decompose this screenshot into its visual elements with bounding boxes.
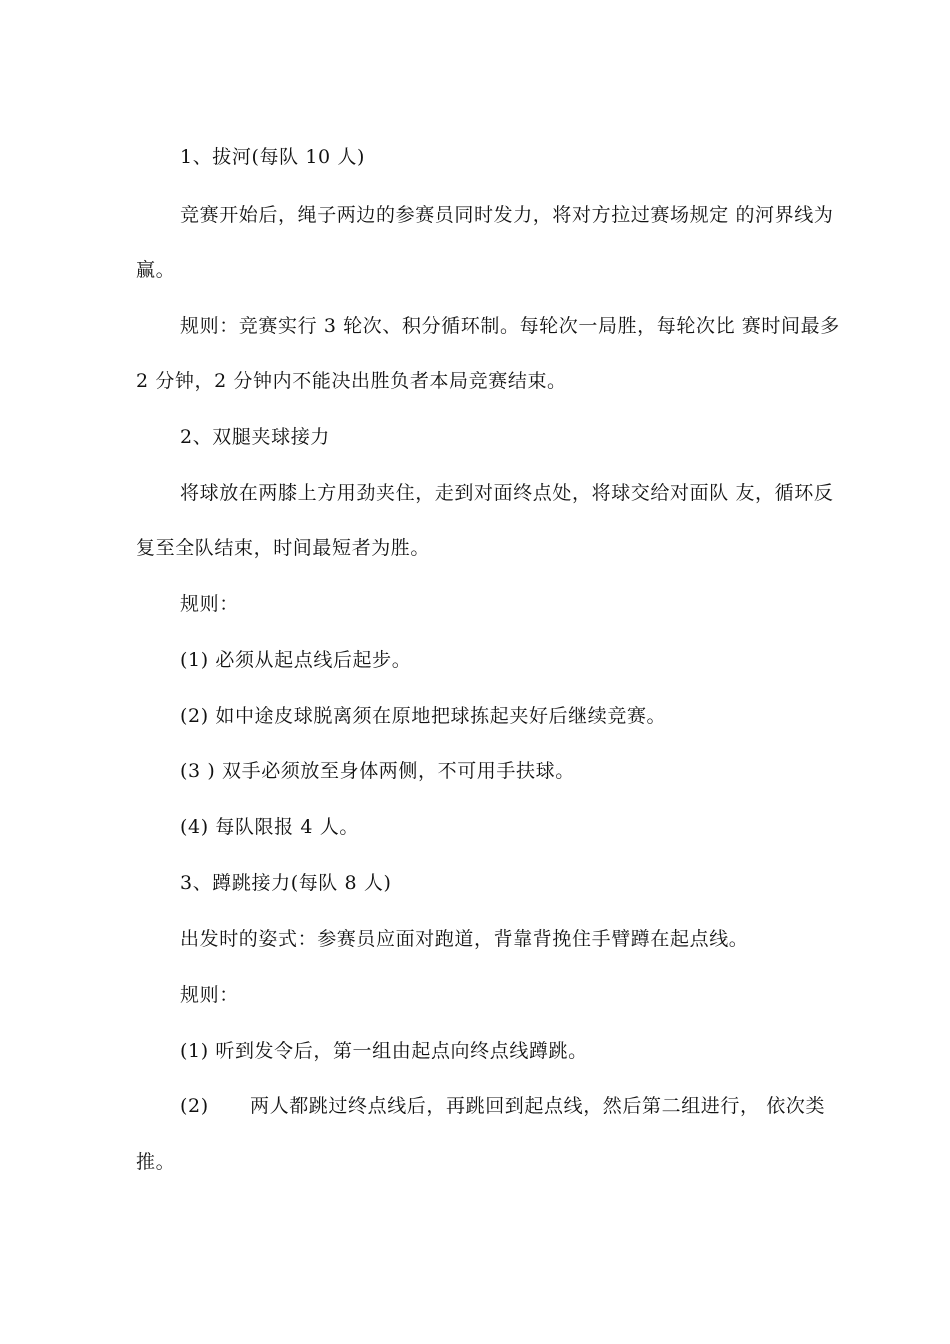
section-2-rule-3: (3 ) 双手必须放至身体两侧，不可用手扶球。: [180, 760, 575, 782]
section-3-rule-2-line-2: 推。: [136, 1151, 176, 1173]
section-1-paragraph-line-2: 赢。: [136, 259, 176, 281]
section-2-paragraph-line-1: 将球放在两膝上方用劲夹住，走到对面终点处，将球交给对面队 友，循环反: [180, 482, 834, 504]
section-3-heading: 3、蹲跳接力(每队 8 人): [180, 872, 392, 894]
section-1-rules-line-1: 规则：竞赛实行 3 轮次、积分循环制。每轮次一局胜，每轮次比 赛时间最多: [180, 315, 840, 337]
section-3-rule-2-line-1: 两人都跳过终点线后，再跳回到起点线，然后第二组进行， 依次类: [250, 1095, 826, 1117]
section-2-rules-label: 规则：: [180, 593, 239, 615]
section-2-heading: 2、双腿夹球接力: [180, 426, 330, 448]
section-2-rule-4: (4) 每队限报 4 人。: [180, 816, 359, 838]
section-2-paragraph-line-2: 复至全队结束，时间最短者为胜。: [136, 537, 431, 559]
section-3-rule-1: (1) 听到发令后，第一组由起点向终点线蹲跳。: [180, 1040, 588, 1062]
section-3-rule-2-number: (2): [180, 1095, 209, 1117]
section-2-rule-2: (2) 如中途皮球脱离须在原地把球拣起夹好后继续竞赛。: [180, 705, 667, 727]
section-3-rules-label: 规则：: [180, 984, 239, 1006]
section-1-heading: 1、拔河(每队 10 人): [180, 146, 365, 168]
section-2-rule-1: (1) 必须从起点线后起步。: [180, 649, 412, 671]
section-1-paragraph-line-1: 竞赛开始后，绳子两边的参赛员同时发力，将对方拉过赛场规定 的河界线为: [180, 204, 834, 226]
section-3-paragraph: 出发时的姿式：参赛员应面对跑道，背靠背挽住手臂蹲在起点线。: [180, 928, 749, 950]
section-1-rules-line-2: 2 分钟，2 分钟内不能决出胜负者本局竞赛结束。: [136, 370, 567, 392]
